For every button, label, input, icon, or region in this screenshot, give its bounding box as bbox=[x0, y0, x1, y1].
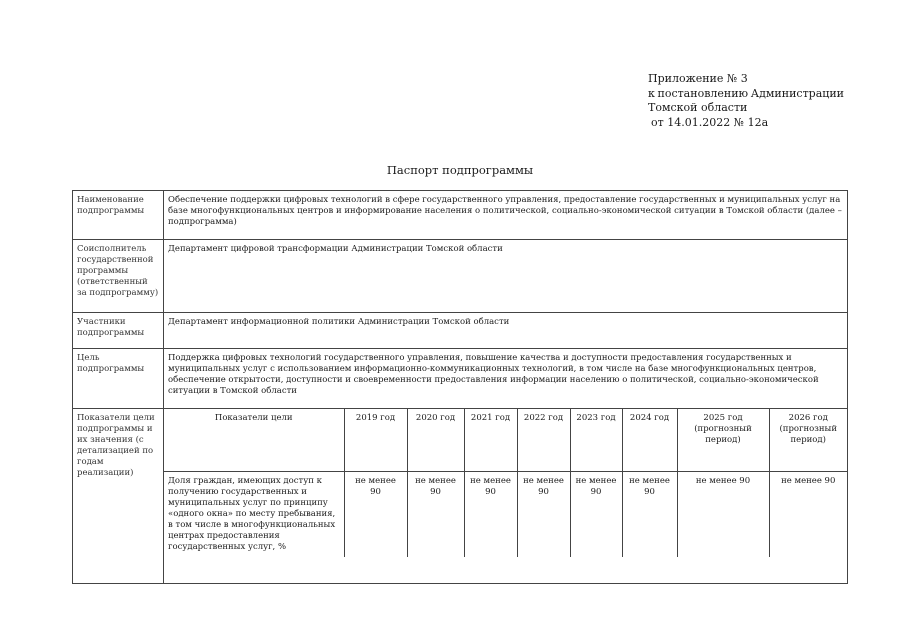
indicator-value: не менее 90 bbox=[622, 471, 677, 557]
indicator-value: не менее 90 bbox=[407, 471, 464, 557]
appendix-line-3: Томской области bbox=[648, 101, 748, 114]
indicators-header-label: Показатели цели bbox=[164, 409, 344, 471]
year-header: 2023 год bbox=[570, 409, 622, 471]
indicator-value: не менее 90 bbox=[517, 471, 570, 557]
row-name bbox=[73, 191, 848, 240]
appendix-line-1: Приложение № 3 bbox=[648, 72, 748, 85]
row-coexecutor-label: Соисполнитель государственной программы (ответственный за подпрограмму) bbox=[73, 240, 164, 313]
indicator-value: не менее 90 bbox=[570, 471, 622, 557]
year-header: 2021 год bbox=[464, 409, 517, 471]
indicators-value-row bbox=[164, 471, 847, 557]
indicator-value: не менее 90 bbox=[344, 471, 407, 557]
row-name-label: Наименование подпрограммы bbox=[73, 191, 164, 240]
indicator-value: не менее 90 bbox=[464, 471, 517, 557]
appendix-line-2-part-a: к bbox=[648, 86, 655, 100]
row-participants bbox=[73, 313, 848, 349]
indicator-value: не менее 90 bbox=[677, 471, 769, 557]
year-header: 2026 год (прогнозный период) bbox=[769, 409, 847, 471]
year-header: 2024 год bbox=[622, 409, 677, 471]
document-title: Паспорт подпрограммы bbox=[386, 163, 534, 177]
indicator-description: Доля граждан, имеющих доступ к получению государственных и муниципальных услуг по принципу «одного окна» по месту пребывания, в том числе в многофункциональных центрах предоставления государственных услуг, % bbox=[164, 471, 344, 557]
row-goal-value: Поддержка цифровых технологий государственного управления, повышение качества и доступности предоставления государственных и муниципальных услуг с использованием информационно-коммуникационных технологий, в том числе на базе многофункциональных центров, обеспечение открытости, доступности и своевременности предоставления информации населению о политической, социально-экономической ситуации в Томской области bbox=[164, 349, 848, 409]
row-coexecutor bbox=[73, 240, 848, 313]
year-header: 2019 год bbox=[344, 409, 407, 471]
row-goal-label: Цель подпрограммы bbox=[73, 349, 164, 409]
row-coexecutor-value: Департамент цифровой трансформации Администрации Томской области bbox=[164, 240, 848, 313]
year-header: 2020 год bbox=[407, 409, 464, 471]
appendix-line-2 bbox=[648, 87, 844, 102]
row-indicators bbox=[73, 409, 848, 584]
indicators-table bbox=[164, 409, 847, 557]
appendix-line-2-part-b: постановлению bbox=[657, 86, 749, 100]
year-header: 2022 год bbox=[517, 409, 570, 471]
row-participants-label: Участники подпрограммы bbox=[73, 313, 164, 349]
passport-table bbox=[72, 190, 848, 584]
row-name-value: Обеспечение поддержки цифровых технологий в сфере государственного управления, предоставление государственных и муниципальных услуг на базе многофункциональных центров и информирование населения о политической, социально-экономической ситуации в Томской области (далее – подпрограмма) bbox=[164, 191, 848, 240]
row-indicators-label: Показатели цели подпрограммы и их значения (с детализацией по годам реализации) bbox=[73, 409, 164, 584]
row-goal bbox=[73, 349, 848, 409]
year-header: 2025 год (прогнозный период) bbox=[677, 409, 769, 471]
appendix-block bbox=[648, 72, 878, 130]
appendix-line-2-part-c: Администрации bbox=[750, 86, 844, 100]
indicator-value: не менее 90 bbox=[769, 471, 847, 557]
row-participants-value: Департамент информационной политики Администрации Томской области bbox=[164, 313, 848, 349]
indicators-cell bbox=[164, 409, 848, 584]
indicators-header-row bbox=[164, 409, 847, 471]
appendix-line-4: от 14.01.2022 № 12а bbox=[651, 115, 769, 129]
